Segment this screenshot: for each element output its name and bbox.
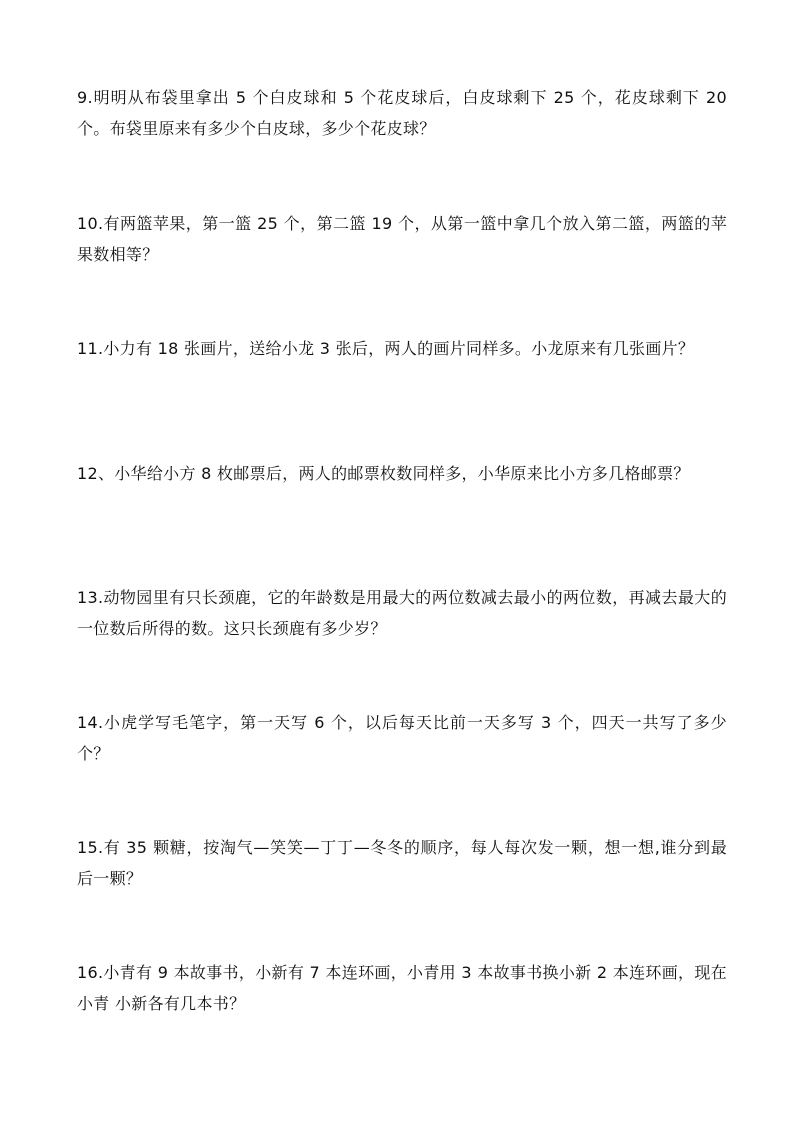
problem-14: 14.小虎学写毛笔字，第一天写 6 个，以后每天比前一天多写 3 个，四天一共写了多少个？ [77, 713, 727, 763]
problem-11: 11.小力有 18 张画片，送给小龙 3 张后，两人的画片同样多。小龙原来有几张画片？ [77, 339, 695, 358]
problem-10: 10.有两篮苹果，第一篮 25 个，第二篮 19 个，从第一篮中拿几个放入第二篮，两篮的苹果数相等？ [77, 214, 727, 264]
problem-12: 12、小华给小方 8 枚邮票后，两人的邮票枚数同样多，小华原来比小方多几格邮票？ [77, 464, 690, 483]
problem-16: 16.小青有 9 本故事书，小新有 7 本连环画，小青用 3 本故事书换小新 2 本连环画，现在小青 小新各有几本书？ [77, 963, 727, 1013]
problem-15: 15.有 35 颗糖，按淘气—笑笑—丁丁—冬冬的顺序，每人每次发一颗，想一想,谁分到最后一颗？ [77, 838, 727, 888]
problem-9: 9.明明从布袋里拿出 5 个白皮球和 5 个花皮球后，白皮球剩下 25 个，花皮球剩下 20 个。布袋里原来有多少个白皮球，多少个花皮球？ [77, 88, 727, 138]
problem-13: 13.动物园里有只长颈鹿，它的年龄数是用最大的两位数减去最小的两位数，再减去最大的一位数后所得的数。这只长颈鹿有多少岁？ [77, 588, 727, 638]
